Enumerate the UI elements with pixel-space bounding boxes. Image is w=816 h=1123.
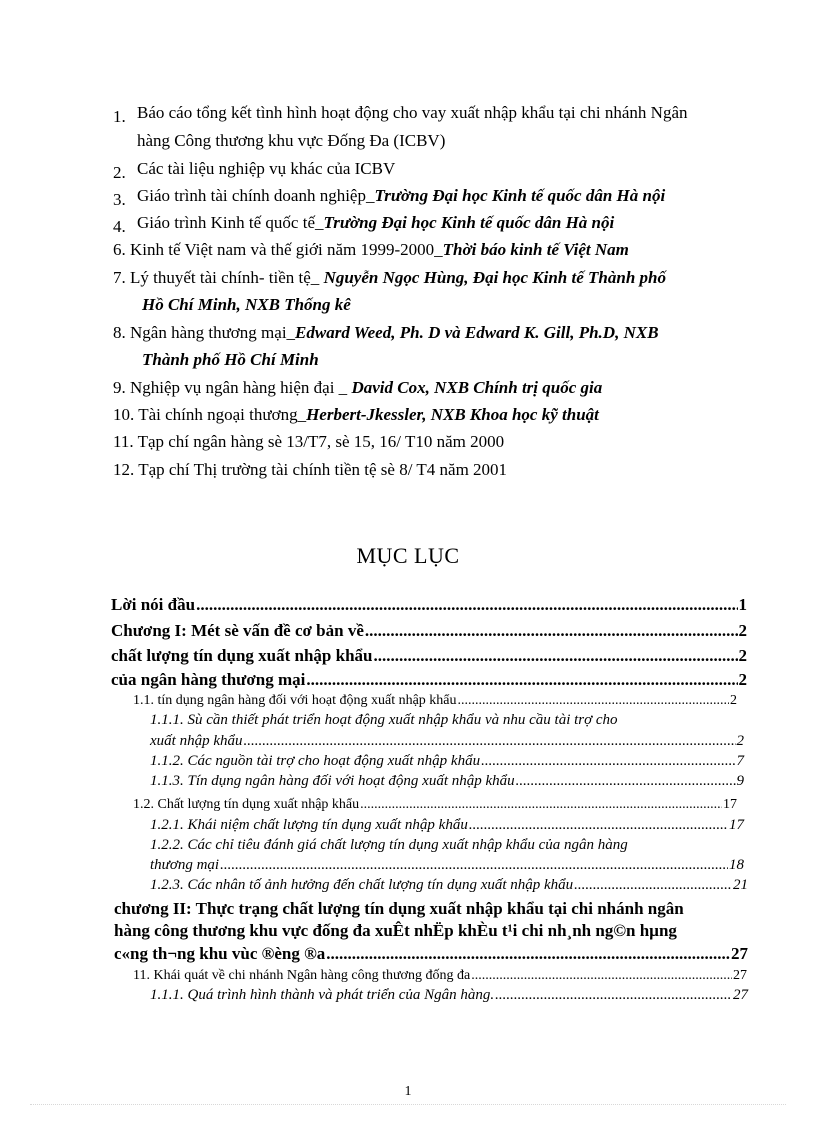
toc-page: 9 bbox=[736, 773, 744, 789]
toc-page: 27 bbox=[733, 987, 748, 1003]
toc-entry bbox=[150, 817, 744, 834]
toc-entry bbox=[150, 733, 744, 750]
reference-text: Giáo trình Kinh tế quốc tế_ bbox=[137, 213, 324, 232]
toc-label: 1.2.1. Khái niệm chất lượng tín dụng xuất nhập khẩu bbox=[150, 817, 468, 833]
reference-number: 7. bbox=[113, 268, 126, 287]
reference-number: 9. bbox=[113, 378, 126, 397]
toc-entry bbox=[111, 595, 747, 615]
toc-page: 2 bbox=[738, 621, 747, 640]
toc-entry bbox=[133, 797, 737, 813]
toc-leader bbox=[574, 877, 732, 894]
reference-text: Lý thuyết tài chính- tiền tệ_ bbox=[130, 268, 324, 287]
toc-page: 17 bbox=[723, 797, 737, 812]
toc-page: 2 bbox=[738, 646, 747, 665]
toc-leader bbox=[495, 987, 732, 1004]
toc-leader bbox=[516, 773, 736, 790]
toc-label: Lời nói đầu bbox=[111, 595, 196, 614]
reference-number: 2. bbox=[113, 163, 126, 182]
toc-label: 1.2.3. Các nhân tố ảnh hưởng đến chất lượng tín dụng xuất nhập khẩu bbox=[150, 877, 574, 893]
reference-item bbox=[142, 292, 351, 318]
toc-entry bbox=[150, 987, 748, 1004]
toc-label: 1.1.2. Các nguồn tài trợ cho hoạt động xuất nhập khẩu bbox=[150, 753, 481, 769]
reference-text: Tạp chí Thị trường tài chính tiền tệ sè 8/ T4 năm 2001 bbox=[138, 460, 508, 479]
reference-item bbox=[113, 100, 688, 126]
toc-title: MỤC LỤC bbox=[356, 543, 460, 568]
reference-item bbox=[113, 210, 615, 236]
toc-label: 11. Khái quát về chi nhánh Ngân hàng công thương đống đa bbox=[133, 968, 471, 983]
toc-label: 1.2. Chất lượng tín dụng xuất nhập khẩu bbox=[133, 797, 360, 812]
reference-source: Thời báo kinh tế Việt Nam bbox=[442, 240, 629, 259]
toc-entry bbox=[114, 944, 748, 964]
toc-entry bbox=[150, 753, 744, 770]
reference-source: Thành phố Hồ Chí Minh bbox=[142, 350, 319, 369]
reference-item bbox=[113, 183, 666, 209]
reference-text: Các tài liệu nghiệp vụ khác của ICBV bbox=[137, 159, 396, 178]
toc-label: của ngân hàng thương mại bbox=[111, 670, 306, 689]
reference-source: Hồ Chí Minh, NXB Thống kê bbox=[142, 295, 351, 314]
toc-entry bbox=[114, 899, 684, 919]
reference-number: 12. bbox=[113, 460, 135, 479]
toc-leader bbox=[365, 621, 738, 641]
toc-label: 1.2.2. Các chỉ tiêu đánh giá chất lượng tín dụng xuất nhập khẩu của ngân hàng bbox=[150, 837, 628, 853]
reference-text: Kinh tế Việt nam và thế giới năm 1999-2000_ bbox=[130, 240, 443, 259]
toc-leader bbox=[360, 797, 722, 813]
toc-entry bbox=[150, 837, 628, 854]
toc-page: 27 bbox=[731, 944, 748, 963]
page-number: 1 bbox=[404, 1084, 412, 1099]
toc-leader bbox=[458, 693, 729, 709]
toc-page: 2 bbox=[730, 693, 737, 708]
toc-label: Chương I: Mét sè vấn đề cơ bản về bbox=[111, 621, 364, 640]
toc-label: thương mại bbox=[150, 857, 220, 873]
toc-entry bbox=[114, 921, 677, 941]
toc-entry bbox=[150, 773, 744, 790]
toc-entry bbox=[133, 693, 737, 709]
toc-page: 17 bbox=[729, 817, 744, 833]
toc-page: 1 bbox=[738, 595, 747, 614]
toc-leader bbox=[306, 670, 737, 690]
reference-text: hàng Công thương khu vực Đống Đa (ICBV) bbox=[137, 131, 446, 150]
reference-item bbox=[113, 457, 507, 483]
reference-item bbox=[113, 375, 602, 401]
toc-leader bbox=[374, 646, 738, 666]
reference-number: 1. bbox=[113, 107, 126, 126]
toc-leader bbox=[326, 944, 730, 964]
toc-leader bbox=[481, 753, 735, 770]
toc-leader bbox=[220, 857, 728, 874]
reference-source: David Cox, NXB Chính trị quốc gia bbox=[351, 378, 603, 397]
reference-item bbox=[113, 429, 504, 455]
toc-entry bbox=[133, 968, 747, 984]
reference-number: 11. bbox=[113, 432, 134, 451]
toc-page: 18 bbox=[729, 857, 744, 873]
toc-label: 1.1. tín dụng ngân hàng đối với hoạt động xuất nhập khẩu bbox=[133, 693, 457, 708]
toc-label: 1.1.1. Sù cần thiết phát triển hoạt động xuất nhập khẩu và nhu cầu tài trợ cho bbox=[150, 712, 618, 728]
reference-item bbox=[137, 128, 445, 154]
toc-leader bbox=[196, 595, 737, 615]
reference-item bbox=[113, 237, 629, 263]
toc-page: 2 bbox=[738, 670, 747, 689]
reference-item bbox=[113, 265, 666, 291]
reference-source: Trường Đại học Kinh tế quốc dân Hà nội bbox=[323, 213, 615, 232]
toc-page: 2 bbox=[736, 733, 744, 749]
toc-label: c«ng th¬ng khu vùc ®èng ®a bbox=[114, 944, 326, 963]
toc-label: hàng công thương khu vực đống đa xuÊt nhËp khÈu t¹i chi nh¸nh ng©n hµng bbox=[114, 921, 677, 940]
toc-entry bbox=[150, 857, 744, 874]
toc-page: 21 bbox=[733, 877, 748, 893]
toc-entry bbox=[150, 877, 748, 894]
reference-item bbox=[142, 347, 319, 373]
reference-source: Edward Weed, Ph. D và Edward K. Gill, Ph.D, NXB bbox=[295, 323, 659, 342]
reference-text: Báo cáo tổng kết tình hình hoạt động cho vay xuất nhập khẩu tại chi nhánh Ngân bbox=[137, 103, 688, 122]
toc-entry bbox=[111, 621, 747, 641]
reference-number: 10. bbox=[113, 405, 135, 424]
reference-source: Herbert-Jkessler, NXB Khoa học kỹ thuật bbox=[306, 405, 599, 424]
reference-number: 8. bbox=[113, 323, 126, 342]
reference-number: 6. bbox=[113, 240, 126, 259]
toc-entry bbox=[150, 712, 618, 729]
reference-text: Giáo trình tài chính doanh nghiệp_ bbox=[137, 186, 375, 205]
toc-leader bbox=[469, 817, 728, 834]
reference-text: Tài chính ngoại thương_ bbox=[138, 405, 307, 424]
reference-text: Tạp chí ngân hàng sè 13/T7, sè 15, 16/ T10 năm 2000 bbox=[137, 432, 505, 451]
reference-text: Ngân hàng thương mại_ bbox=[130, 323, 296, 342]
toc-entry bbox=[111, 646, 747, 666]
reference-text: Nghiệp vụ ngân hàng hiện đại _ bbox=[130, 378, 352, 397]
toc-leader bbox=[471, 968, 732, 984]
toc-label: 1.1.1. Quá trình hình thành và phát triển của Ngân hàng. bbox=[150, 987, 495, 1003]
reference-number: 4. bbox=[113, 217, 126, 236]
reference-item bbox=[113, 402, 599, 428]
toc-entry bbox=[111, 670, 747, 690]
reference-item bbox=[113, 320, 659, 346]
reference-item bbox=[113, 156, 396, 182]
toc-page: 7 bbox=[736, 753, 744, 769]
toc-page: 27 bbox=[733, 968, 747, 983]
toc-label: chương II: Thực trạng chất lượng tín dụng xuất nhập khẩu tại chi nhánh ngân bbox=[114, 899, 684, 918]
footer-divider bbox=[30, 1104, 786, 1105]
reference-number: 3. bbox=[113, 190, 126, 209]
toc-leader bbox=[243, 733, 735, 750]
toc-label: 1.1.3. Tín dụng ngân hàng đối với hoạt động xuất nhập khẩu bbox=[150, 773, 515, 789]
reference-source: Trường Đại học Kinh tế quốc dân Hà nội bbox=[374, 186, 666, 205]
reference-source: Nguyễn Ngọc Hùng, Đại học Kinh tế Thành phố bbox=[323, 268, 666, 287]
toc-label: chất lượng tín dụng xuất nhập khẩu bbox=[111, 646, 373, 665]
toc-label: xuất nhập khẩu bbox=[150, 733, 243, 749]
